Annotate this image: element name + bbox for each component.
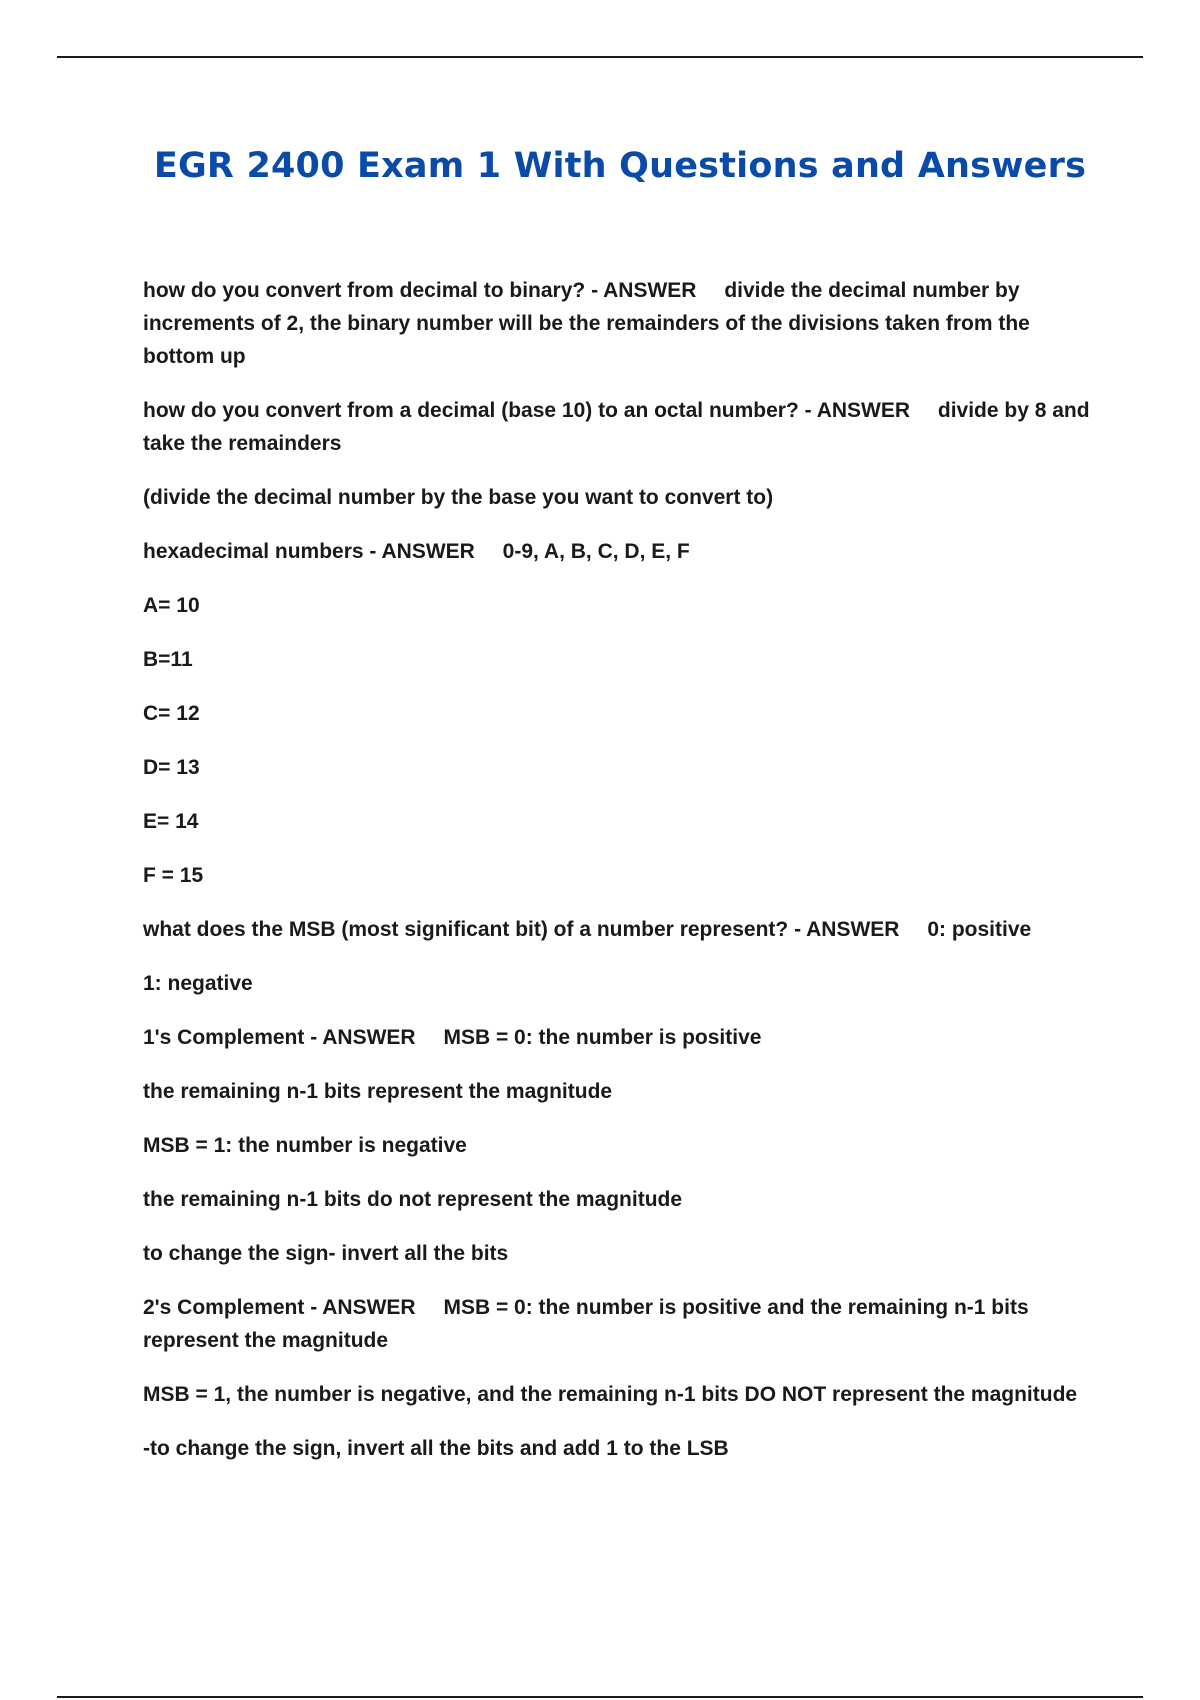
answer-text: MSB = 0: the number is positive [443,1026,762,1049]
question-text: 2's Complement [143,1296,305,1319]
answer-line: MSB = 1: the number is negative [143,1134,467,1157]
answer-line: -to change the sign, invert all the bits and add 1 to the LSB [143,1437,729,1460]
answer-line: to change the sign- invert all the bits [143,1242,509,1265]
answer-marker: ANSWER [322,1296,416,1319]
answer-text: 0-9, A, B, C, D, E, F [502,540,690,563]
answer-line: the remaining n-1 bits do not represent the magnitude [143,1188,683,1211]
qa-entry: hexadecimal numbers - ANSWER 0-9, A, B, C, D, E, F [143,540,690,563]
answer-marker: ANSWER [806,918,900,941]
question-text: what does the MSB (most significant bit) of a number represent? [143,918,789,941]
bottom-rule [57,1696,1143,1698]
qa-entry: how do you convert from a decimal (base 10) to an octal number? - ANSWER divide by 8 and take the remainders [143,399,1090,455]
qa-entry: 2's Complement - ANSWER MSB = 0: the number is positive and the remaining n-1 bits represent the magnitude [143,1296,1029,1352]
question-text: how do you convert from decimal to binary? [143,279,586,302]
question-text: 1's Complement [143,1026,305,1049]
answer-text: divide the decimal number by increments of 2, the binary number will be the remainders of the divisions taken from the bottom up [143,279,1030,368]
answer-text: 0: positive [927,918,1032,941]
answer-line: (divide the decimal number by the base you want to convert to) [143,486,774,509]
page-title: EGR 2400 Exam 1 With Questions and Answers [153,146,1087,186]
answer-line: the remaining n-1 bits represent the magnitude [143,1080,613,1103]
answer-text: divide by 8 and take the remainders [143,399,1090,455]
qa-entry: how do you convert from decimal to binary? - ANSWER divide the decimal number by increments of 2, the binary number will be the remainders of the divisions taken from the bottom up [143,279,1030,368]
answer-marker: ANSWER [381,540,475,563]
answer-line: B=11 [143,648,193,671]
answer-line: E= 14 [143,810,199,833]
answer-line: D= 13 [143,756,200,779]
qa-content [143,274,1103,1486]
question-text: how do you convert from a decimal (base 10) to an octal number? [143,399,799,422]
answer-text: MSB = 0: the number is positive and the remaining n-1 bits represent the magnitude [143,1296,1029,1352]
answer-marker: ANSWER [322,1026,416,1049]
answer-line: C= 12 [143,702,200,725]
qa-entry: 1's Complement - ANSWER MSB = 0: the number is positive [143,1026,762,1049]
answer-line: MSB = 1, the number is negative, and the remaining n-1 bits DO NOT represent the magnitude [143,1383,1078,1406]
answer-line: A= 10 [143,594,200,617]
answer-line: F = 15 [143,864,204,887]
top-rule [57,56,1143,58]
answer-line: 1: negative [143,972,253,995]
answer-marker: ANSWER [603,279,697,302]
question-text: hexadecimal numbers [143,540,364,563]
answer-marker: ANSWER [816,399,911,422]
qa-entry: what does the MSB (most significant bit) of a number represent? - ANSWER 0: positive [143,918,1032,941]
